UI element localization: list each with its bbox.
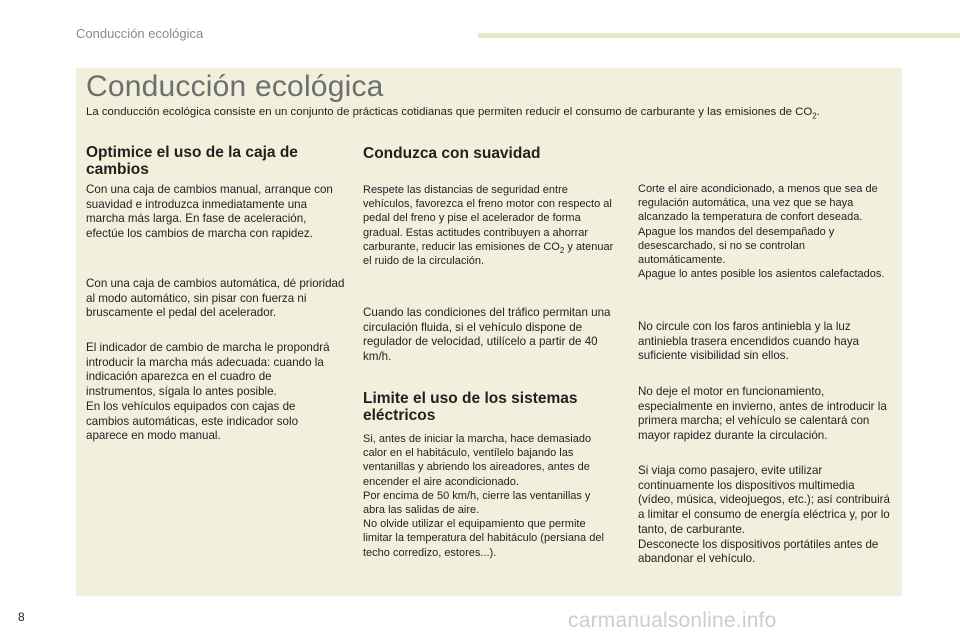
heading-electrical-systems: Limite el uso de los sistemas eléctricos (363, 390, 578, 424)
heated-seats-text: Apague lo antes posible los asientos calefactados. (638, 268, 885, 281)
gear-indicator-automatic-note: En los vehículos equipados con cajas de cambios automáticas, este indicador solo aparece en modo manual. (86, 399, 299, 443)
paragraph-engine-idle: No deje el motor en funcionamiento, especialmente en invierno, antes de introducir la primera marcha; el vehículo se calentará con mayor rapidez durante la circulación. (638, 385, 887, 443)
paragraph-cruise-control: Cuando las condiciones del tráfico permitan una circulación fluida, si el vehículo dispone de regulador de velocidad, utilícelo a partir de 40 km/h. (363, 306, 611, 364)
paragraph-air-conditioning (638, 182, 894, 281)
watermark: carmanualsonline.info (568, 609, 777, 632)
ventilation-text: Si, antes de iniciar la marcha, hace demasiado calor en el habitáculo, ventílelo bajando las ventanillas y abriendo los aireadores, antes de encender el aire acondicionado. (363, 433, 592, 488)
gear-indicator-text: El indicador de cambio de marcha le propondrá introducir la marcha más adecuada: cuando la indicación aparezca en el cuadro de instrumentos, sígala lo antes posible. (86, 341, 330, 399)
paragraph-safety-distance: Respete las distancias de seguridad entre vehículos, favorezca el freno motor con respecto al pedal del freno y pise el acelerador de forma gradual. Estas actitudes contribuyen a ahorrar carburante, reducir las emisiones de $CO_2$ y atenuar el ruido de la circulación. (363, 184, 614, 268)
multimedia-text: Si viaja como pasajero, evite utilizar continuamente los dispositivos multimedia (vídeo, música, videojuegos, etc.); así contribuirá a limitar el consumo de energía eléctrica y, por lo tanto, de carburante. (638, 464, 890, 536)
page-number: 8 (18, 610, 25, 624)
sunblind-text: No olvide utilizar el equipamiento que permite limitar la temperatura del habitáculo (persiana del techo corredizo, estores...). (363, 518, 604, 559)
paragraph-fog-lamps: No circule con los faros antiniebla y la luz antiniebla trasera encendidos cuando haya suficiente visibilidad sin ellos. (638, 320, 860, 363)
heading-smooth-driving: Conduzca con suavidad (363, 145, 541, 162)
heading-gearbox: Optimice el uso de la caja de cambios (86, 144, 298, 178)
paragraph-multimedia (638, 464, 890, 567)
header-section-title: Conducción ecológica (76, 26, 204, 41)
paragraph-gear-indicator (86, 341, 341, 444)
paragraph-electrical-systems (363, 432, 615, 560)
header-rule (478, 33, 960, 38)
demist-text: Apague los mandos del desempañado y desescarchado, si no se controlan automáticamente. (638, 225, 835, 267)
intro-text: La conducción ecológica consiste en un conjunto de prácticas cotidianas que permiten reducir el consumo de carburante y las emisiones de $CO_2$. (86, 106, 820, 121)
page-title: Conducción ecológica (86, 70, 384, 103)
paragraph-manual-gearbox: Con una caja de cambios manual, arranque con suavidad e introduzca inmediatamente una marcha más larga. En fase de aceleración, efectúe los cambios de marcha con rapidez. (86, 183, 333, 241)
paragraph-automatic-gearbox: Con una caja de cambios automática, dé prioridad al modo automático, sin pisar con fuerza ni bruscamente el pedal del acelerador. (86, 277, 345, 320)
air-conditioning-text: Corte el aire acondicionado, a menos que sea de regulación automática, una vez que se haya alcanzado la temperatura de confort deseada. (638, 183, 878, 224)
windows-text: Por encima de 50 km/h, cierre las ventanillas y abra las salidas de aire. (363, 489, 591, 517)
portable-devices-text: Desconecte los dispositivos portátiles antes de abandonar el vehículo. (638, 537, 879, 566)
